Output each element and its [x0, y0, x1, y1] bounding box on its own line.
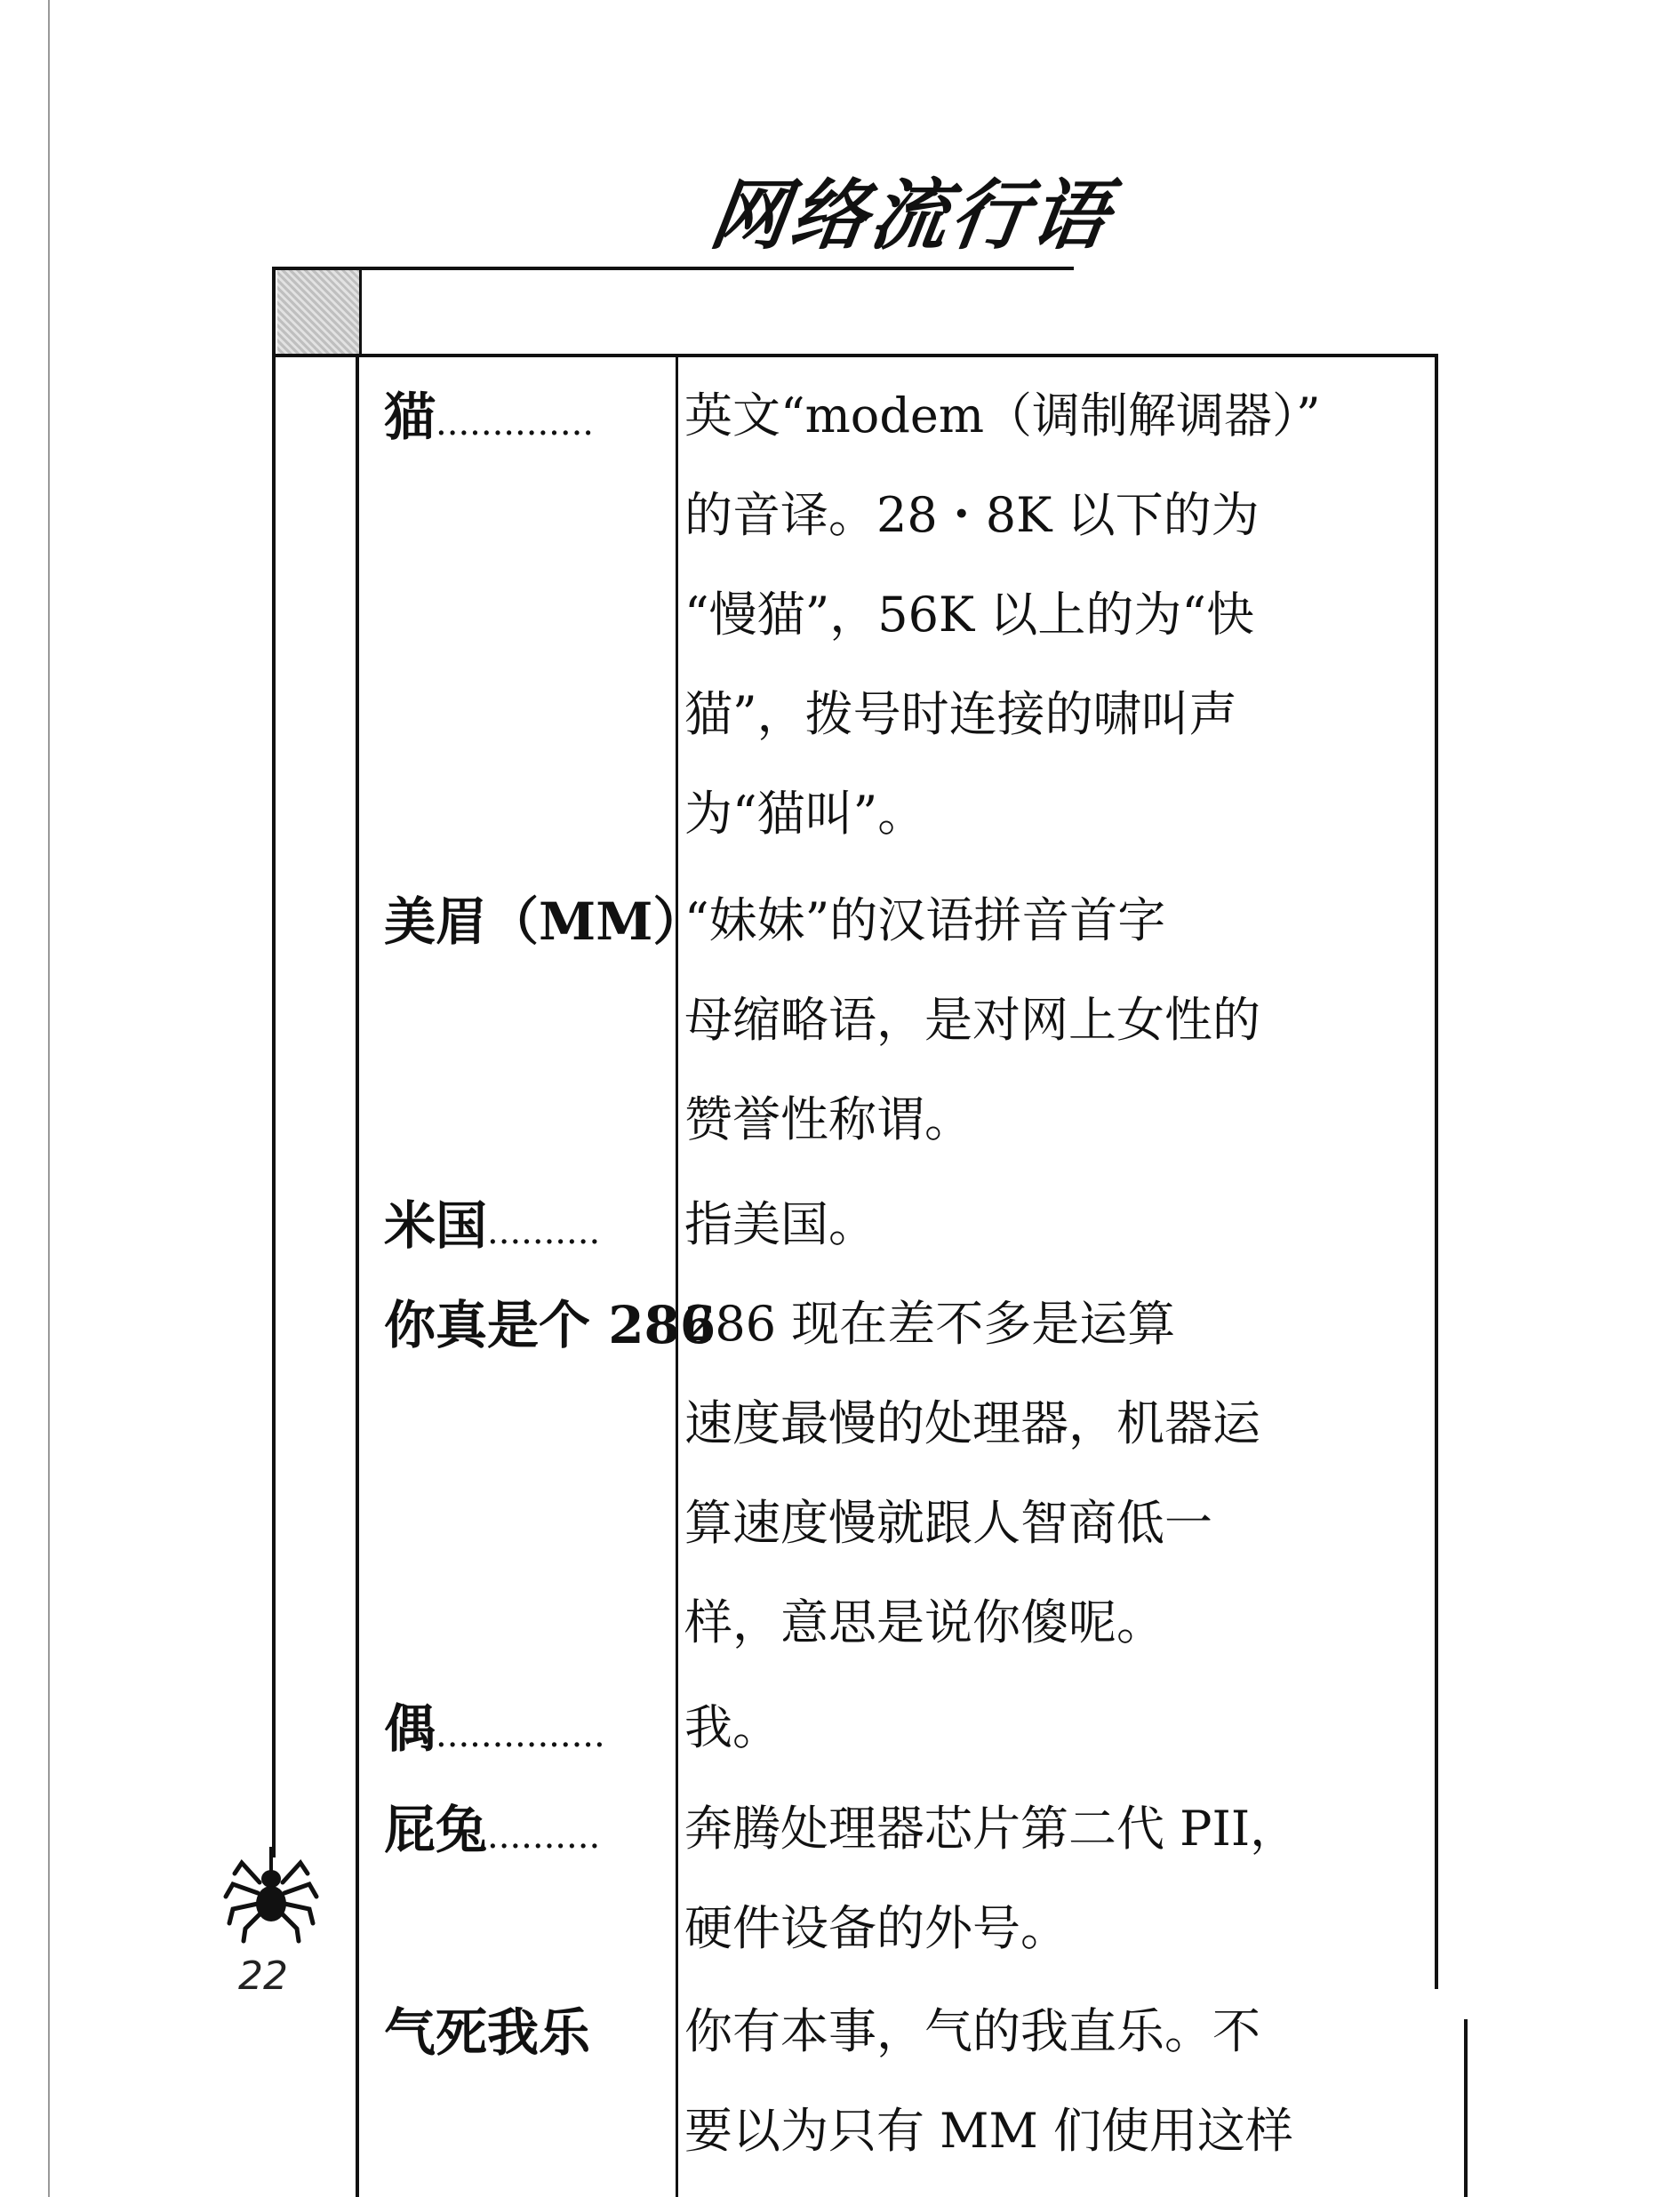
term-entry — [384, 891, 705, 952]
definition-line: “妹妹”的汉语拼音首字 — [684, 892, 1166, 948]
table-right-border — [1435, 354, 1438, 1989]
header-rule — [274, 267, 1074, 270]
definition-line: 猫”，拨号时连接的啸叫声 — [684, 686, 1237, 742]
definition-line: 母缩略语，是对网上女性的 — [684, 992, 1260, 1048]
definition-line: 我。 — [684, 1699, 780, 1755]
term-leader: ............... — [436, 1714, 605, 1755]
term-entry — [384, 1195, 677, 1256]
term-text: 米国 — [384, 1195, 488, 1256]
term-text: 你真是个 286 — [384, 1295, 716, 1355]
term-leader: .......... — [487, 1816, 601, 1857]
page-edge — [48, 0, 50, 2197]
definition — [684, 366, 1422, 864]
definition-line: 赞誉性称谓。 — [684, 1091, 972, 1147]
definition — [684, 1982, 1422, 2181]
definition-line: 指美国。 — [684, 1196, 876, 1252]
definition-line: 你有本事，气的我直乐。不 — [684, 2003, 1260, 2059]
definition-line: 为“猫叫”。 — [684, 786, 926, 842]
definition — [684, 1779, 1422, 1978]
term-leader: .......... — [487, 1211, 601, 1252]
term-text: 美眉（MM） — [384, 891, 705, 952]
definition — [684, 1274, 1422, 1673]
definition — [684, 1175, 1422, 1274]
definition-line: 英文“modem（调制解调器）” — [684, 387, 1321, 443]
term-entry — [384, 1295, 716, 1355]
term-text: 气死我乐 — [384, 2002, 591, 2063]
corner-box — [277, 270, 362, 357]
column-divider — [676, 354, 678, 2197]
spider-icon — [222, 1847, 320, 1945]
term-text: 屁兔 — [384, 1800, 488, 1860]
page-title: 网络流行语 — [704, 171, 1118, 260]
table-top-border — [272, 354, 1438, 357]
table-left-border — [356, 354, 359, 2197]
term-text: 偶 — [384, 1698, 436, 1759]
definition-line: 的音译。28・8K 以下的为 — [684, 487, 1260, 543]
definition-line: 样，意思是说你傻呢。 — [684, 1594, 1164, 1650]
term-entry — [384, 387, 677, 447]
definition-line: 奔腾处理器芯片第二代 PII， — [684, 1801, 1299, 1857]
next-table-border — [1464, 2019, 1468, 2197]
definition-line: “慢猫”，56K 以上的为“快 — [684, 587, 1255, 643]
term-leader: .............. — [436, 403, 595, 443]
definition-line: 速度最慢的处理器，机器运 — [684, 1395, 1260, 1451]
definition — [684, 871, 1422, 1170]
term-text: 猫 — [384, 387, 436, 447]
definition-line: 286 现在差不多是运算 — [684, 1296, 1176, 1352]
definition-line: 要以为只有 MM 们使用这样 — [684, 2103, 1293, 2159]
definition — [684, 1678, 1422, 1778]
term-entry — [384, 1698, 677, 1759]
spider-thread-line — [272, 267, 276, 1857]
definition-line: 硬件设备的外号。 — [684, 1900, 1068, 1956]
term-entry — [384, 2002, 677, 2063]
term-entry — [384, 1800, 677, 1860]
page-number: 22 — [238, 1953, 288, 1999]
definition-line: 算速度慢就跟人智商低一 — [684, 1495, 1212, 1551]
